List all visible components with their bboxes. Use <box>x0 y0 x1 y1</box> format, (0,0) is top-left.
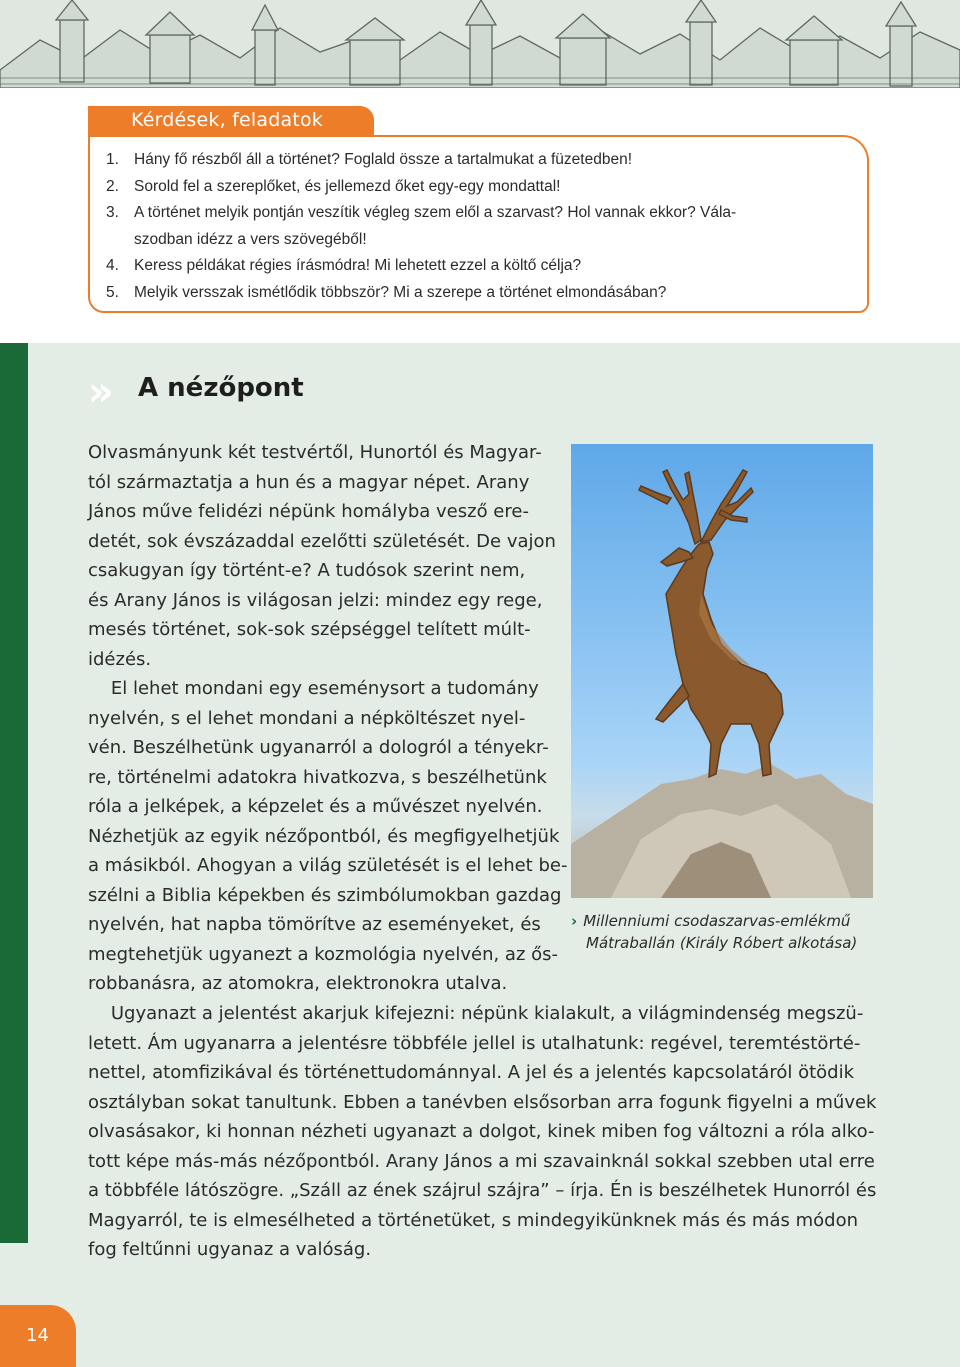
question-number: 4. <box>106 257 119 274</box>
body-line: letett. Ám ugyanarra a jelentésre többféle jellel is utalhatunk: regével, teremtéstörté- <box>88 1032 861 1054</box>
questions-title: Kérdések, feladatok <box>131 109 323 131</box>
body-line: nyelvén, s el lehet mondani a népköltészet nyel- <box>88 707 526 729</box>
caption-arrow-icon: › <box>571 912 578 930</box>
town-skyline-drawing <box>0 0 960 88</box>
body-line: vén. Beszélhetünk ugyanarról a dologról a tényekr- <box>88 737 549 758</box>
body-line: és Arany János is világosan jelzi: mindez egy rege, <box>88 589 543 611</box>
body-line: fog feltűnni ugyanaz a valóság. <box>88 1239 372 1260</box>
body-line: tól származtatja a hun és a magyar népet. Arany <box>88 471 530 493</box>
body-line: detét, sok évszázaddal ezelőtti születését. De vajon <box>88 530 556 552</box>
body-line: Olvasmányunk két testvértől, Hunortól és Magyar- <box>88 442 542 463</box>
caption-line-1: Millenniumi csodaszarvas-emlékmű <box>583 912 851 930</box>
body-line: re, történelmi adatokra hivatkozva, s beszélhetünk <box>88 766 547 788</box>
body-line: János műve felidézi népünk homályba vesző ere- <box>88 501 529 522</box>
body-line: robbanásra, az atomokra, elektronokra utalva. <box>88 973 508 994</box>
body-text-wide <box>88 999 888 1265</box>
caption-line-2: Mátraballán (Király Róbert alkotása) <box>586 934 858 952</box>
question-item <box>106 280 866 307</box>
question-item <box>106 200 866 227</box>
body-line: a többféle látószögre. „Száll az ének szájrul szájra” – írja. Én is beszélhetek Hunorról és <box>88 1180 877 1201</box>
question-item <box>106 147 866 174</box>
questions-tab <box>88 106 374 136</box>
section-heading: A nézőpont <box>138 373 304 403</box>
body-line: idézés. <box>88 648 152 670</box>
question-number: 3. <box>106 204 119 221</box>
body-text-narrow <box>88 438 568 999</box>
deer-statue-photo <box>571 444 873 898</box>
body-line: nettel, atomfizikával és történettudománnyal. A jel és a jelentés kapcsolatáról ötödik <box>88 1062 855 1083</box>
section-marker-icon: » <box>88 369 104 415</box>
question-text: Hány fő részből áll a történet? Foglald össze a tartalmukat a füzetedben! <box>134 151 633 168</box>
question-text: Sorold fel a szereplőket, és jellemezd őket egy-egy mondattal! <box>134 177 561 195</box>
question-text: Keress példákat régies írásmódra! Mi lehetett ezzel a költő célja? <box>134 257 582 274</box>
body-line: El lehet mondani egy eseménysort a tudomány <box>88 678 539 699</box>
question-number: 5. <box>106 283 119 301</box>
body-line: osztályban sokat tanultunk. Ebben a tanévben elsősorban arra fogunk figyelni a művek <box>88 1091 877 1113</box>
body-line: szélni a Biblia képekben és szimbólumokban gazdag <box>88 884 562 906</box>
body-line: a másikból. Ahogyan a világ születését is el lehet be- <box>88 855 568 876</box>
body-line: csakugyan így történt-e? A tudósok szerint nem, <box>88 560 526 581</box>
question-item <box>106 253 866 280</box>
deer-statue-drawing <box>571 444 873 898</box>
body-line: Ugyanazt a jelentést akarjuk kifejezni: népünk kialakult, a világmindenség megszü- <box>88 1003 864 1024</box>
questions-list <box>106 147 866 306</box>
section-side-bar <box>0 343 28 1243</box>
body-line: Nézhetjük az egyik nézőpontból, és megfigyelhetjük <box>88 825 560 847</box>
question-number: 1. <box>106 151 119 168</box>
question-item <box>106 174 866 201</box>
question-item-continuation <box>106 227 866 254</box>
body-line: tott képe más-más nézőpontból. Arany János a mi szavainknál sokkal szebben utal erre <box>88 1150 875 1172</box>
body-line: nyelvén, hat napba tömörítve az eseményeket, és <box>88 914 541 935</box>
questions-box <box>88 135 869 313</box>
question-number: 2. <box>106 177 119 195</box>
question-text: szodban idézz a vers szövegéből! <box>134 230 367 248</box>
body-line: megtehetjük ugyanezt a kozmológia nyelvén, az ős- <box>88 943 559 965</box>
page-number: 14 <box>26 1325 49 1346</box>
question-text: A történet melyik pontján veszítik végleg szem elől a szarvast? Hol vannak ekkor? Vála- <box>134 204 737 221</box>
body-line: mesés történet, sok-sok szépséggel telített múlt- <box>88 619 531 640</box>
question-text: Melyik versszak ismétlődik többször? Mi a szerepe a történet elmondásában? <box>134 283 667 301</box>
page-number-tab <box>0 1305 76 1367</box>
photo-caption <box>571 910 857 954</box>
header-banner-illustration <box>0 0 960 88</box>
body-line: olvasásakor, ki honnan nézheti ugyanazt a dolgot, kinek miben fog változni a róla alko- <box>88 1121 875 1142</box>
body-line: Magyarról, te is elmesélheted a történetüket, s mindegyikünknek más és más módon <box>88 1209 858 1231</box>
body-line: róla a jelképek, a képzelet és a művészet nyelvén. <box>88 796 543 817</box>
